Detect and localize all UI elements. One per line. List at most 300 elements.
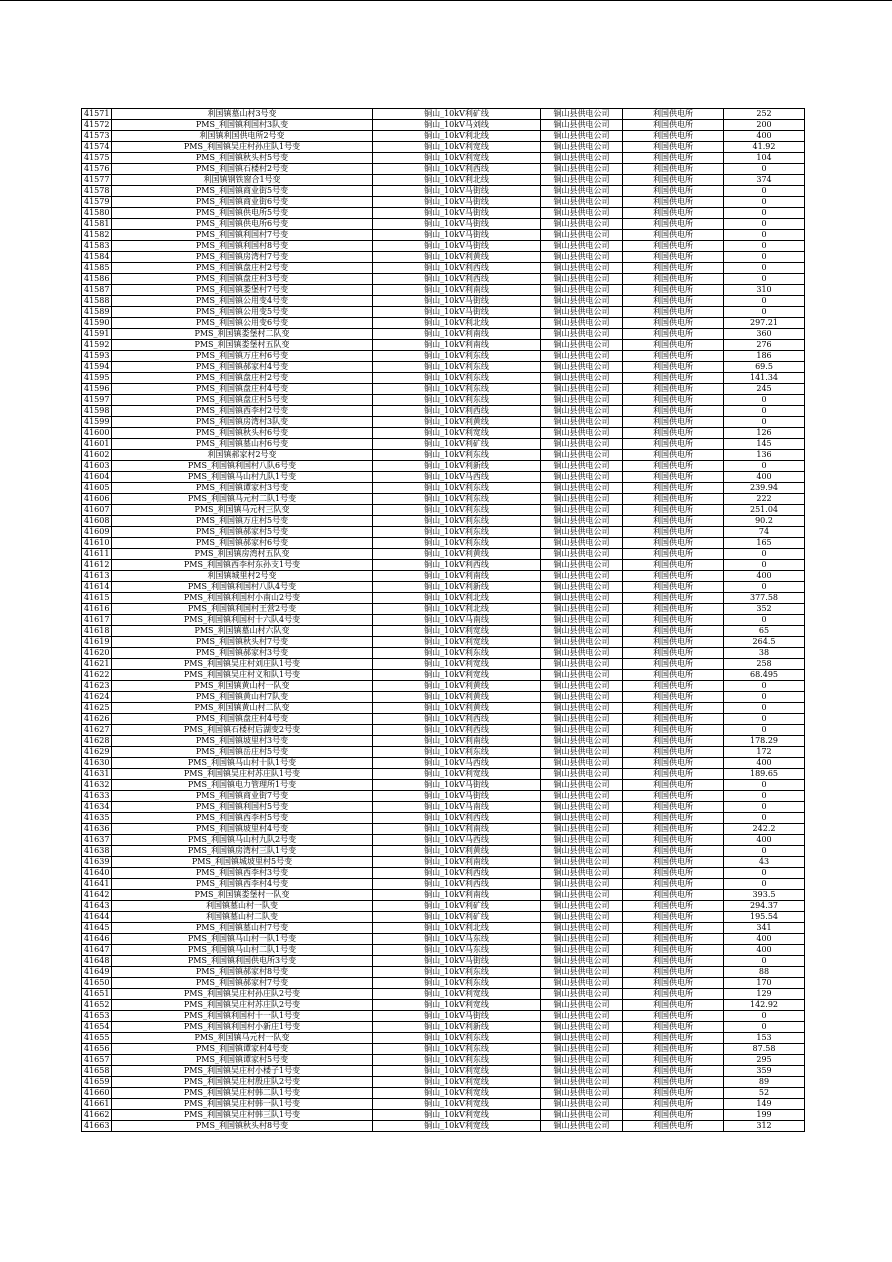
station-cell: 利国供电所 [623,153,724,164]
capacity-cell: 312 [724,1121,805,1132]
station-cell: 利国供电所 [623,1088,724,1099]
station-cell: 利国供电所 [623,1022,724,1033]
feeder-line-cell: 铜山_10kV利矿线 [373,912,541,923]
station-cell: 利国供电所 [623,307,724,318]
transformer-name-cell: PMS_利国镇西李村5号变 [112,813,373,824]
table-row [82,175,805,186]
feeder-line-cell: 铜山_10kV利东线 [373,483,541,494]
row-id-cell: 41611 [82,549,112,560]
company-cell: 铜山县供电公司 [541,780,623,791]
feeder-line-cell: 铜山_10kV马街线 [373,1011,541,1022]
station-cell: 利国供电所 [623,351,724,362]
capacity-cell: 165 [724,538,805,549]
company-cell: 铜山县供电公司 [541,1077,623,1088]
transformer-name-cell: PMS_利国镇公用变5号变 [112,307,373,318]
table-row [82,615,805,626]
transformer-table-container [81,108,805,1132]
capacity-cell: 297.21 [724,318,805,329]
row-id-cell: 41654 [82,1022,112,1033]
station-cell: 利国供电所 [623,362,724,373]
feeder-line-cell: 铜山_10kV利西线 [373,263,541,274]
station-cell: 利国供电所 [623,890,724,901]
table-row [82,890,805,901]
row-id-cell: 41602 [82,450,112,461]
transformer-table [81,108,805,1132]
station-cell: 利国供电所 [623,472,724,483]
table-row [82,736,805,747]
feeder-line-cell: 铜山_10kV利宽线 [373,1000,541,1011]
company-cell: 铜山县供电公司 [541,516,623,527]
table-row [82,802,805,813]
table-row [82,494,805,505]
capacity-cell: 142.92 [724,1000,805,1011]
table-row [82,417,805,428]
transformer-name-cell: PMS_利国镇谭家村5号变 [112,1055,373,1066]
row-id-cell: 41637 [82,835,112,846]
capacity-cell: 145 [724,439,805,450]
company-cell: 铜山县供电公司 [541,1066,623,1077]
transformer-name-cell: PMS_利国镇供电所5号变 [112,208,373,219]
row-id-cell: 41618 [82,626,112,637]
feeder-line-cell: 铜山_10kV利东线 [373,395,541,406]
table-row [82,164,805,175]
row-id-cell: 41663 [82,1121,112,1132]
table-row [82,1110,805,1121]
transformer-name-cell: PMS_利国镇利国村3队变 [112,120,373,131]
row-id-cell: 41647 [82,945,112,956]
table-row [82,340,805,351]
row-id-cell: 41590 [82,318,112,329]
table-row [82,560,805,571]
company-cell: 铜山县供电公司 [541,835,623,846]
station-cell: 利国供电所 [623,109,724,120]
row-id-cell: 41603 [82,461,112,472]
table-row [82,384,805,395]
feeder-line-cell: 铜山_10kV利黄线 [373,692,541,703]
transformer-name-cell: PMS_利国镇房湾村7号变 [112,252,373,263]
table-row [82,813,805,824]
feeder-line-cell: 铜山_10kV马西线 [373,835,541,846]
table-row [82,758,805,769]
company-cell: 铜山县供电公司 [541,307,623,318]
station-cell: 利国供电所 [623,747,724,758]
capacity-cell: 172 [724,747,805,758]
capacity-cell: 189.65 [724,769,805,780]
row-id-cell: 41600 [82,428,112,439]
table-row [82,461,805,472]
feeder-line-cell: 铜山_10kV利北线 [373,593,541,604]
feeder-line-cell: 铜山_10kV利宽线 [373,626,541,637]
station-cell: 利国供电所 [623,1000,724,1011]
feeder-line-cell: 铜山_10kV马东线 [373,934,541,945]
capacity-cell: 74 [724,527,805,538]
station-cell: 利国供电所 [623,1121,724,1132]
feeder-line-cell: 铜山_10kV马街线 [373,219,541,230]
capacity-cell: 136 [724,450,805,461]
transformer-name-cell: PMS_利国镇秋头村6号变 [112,428,373,439]
company-cell: 铜山县供电公司 [541,582,623,593]
capacity-cell: 0 [724,560,805,571]
company-cell: 铜山县供电公司 [541,945,623,956]
feeder-line-cell: 铜山_10kV马西线 [373,472,541,483]
capacity-cell: 276 [724,340,805,351]
station-cell: 利国供电所 [623,670,724,681]
table-row [82,516,805,527]
transformer-name-cell: PMS_利国镇娄堡村五队变 [112,340,373,351]
transformer-name-cell: PMS_利国镇利国村王营2号变 [112,604,373,615]
station-cell: 利国供电所 [623,1055,724,1066]
table-row [82,373,805,384]
capacity-cell: 0 [724,802,805,813]
capacity-cell: 0 [724,956,805,967]
capacity-cell: 0 [724,1022,805,1033]
capacity-cell: 239.94 [724,483,805,494]
row-id-cell: 41606 [82,494,112,505]
company-cell: 铜山县供电公司 [541,1088,623,1099]
capacity-cell: 359 [724,1066,805,1077]
table-row [82,1066,805,1077]
company-cell: 铜山县供电公司 [541,406,623,417]
station-cell: 利国供电所 [623,714,724,725]
table-row [82,208,805,219]
feeder-line-cell: 铜山_10kV利西线 [373,714,541,725]
capacity-cell: 43 [724,857,805,868]
company-cell: 铜山县供电公司 [541,868,623,879]
transformer-name-cell: PMS_利国镇郝家村6号变 [112,538,373,549]
company-cell: 铜山县供电公司 [541,681,623,692]
station-cell: 利国供电所 [623,868,724,879]
feeder-line-cell: 铜山_10kV马街线 [373,956,541,967]
table-row [82,318,805,329]
row-id-cell: 41635 [82,813,112,824]
company-cell: 铜山县供电公司 [541,879,623,890]
row-id-cell: 41621 [82,659,112,670]
row-id-cell: 41622 [82,670,112,681]
station-cell: 利国供电所 [623,527,724,538]
capacity-cell: 400 [724,131,805,142]
row-id-cell: 41648 [82,956,112,967]
table-row [82,648,805,659]
company-cell: 铜山县供电公司 [541,373,623,384]
feeder-line-cell: 铜山_10kV利东线 [373,1044,541,1055]
transformer-name-cell: PMS_利国镇郝家村5号变 [112,527,373,538]
feeder-line-cell: 铜山_10kV利宽线 [373,769,541,780]
station-cell: 利国供电所 [623,736,724,747]
company-cell: 铜山县供电公司 [541,1110,623,1121]
capacity-cell: 153 [724,1033,805,1044]
company-cell: 铜山县供电公司 [541,395,623,406]
feeder-line-cell: 铜山_10kV利西线 [373,164,541,175]
company-cell: 铜山县供电公司 [541,846,623,857]
capacity-cell: 0 [724,879,805,890]
station-cell: 利国供电所 [623,879,724,890]
feeder-line-cell: 铜山_10kV利西线 [373,406,541,417]
capacity-cell: 52 [724,1088,805,1099]
transformer-name-cell: 利国镇墓山村二队变 [112,912,373,923]
transformer-name-cell: PMS_利国镇西李村4号变 [112,879,373,890]
row-id-cell: 41636 [82,824,112,835]
table-row [82,549,805,560]
company-cell: 铜山县供电公司 [541,989,623,1000]
company-cell: 铜山县供电公司 [541,956,623,967]
transformer-name-cell: PMS_利国镇马山村九队1号变 [112,472,373,483]
table-row [82,483,805,494]
feeder-line-cell: 铜山_10kV利南线 [373,340,541,351]
row-id-cell: 41575 [82,153,112,164]
table-row [82,1088,805,1099]
row-id-cell: 41595 [82,373,112,384]
transformer-name-cell: PMS_利国镇谭家村3号变 [112,483,373,494]
station-cell: 利国供电所 [623,263,724,274]
company-cell: 铜山县供电公司 [541,659,623,670]
capacity-cell: 400 [724,571,805,582]
station-cell: 利国供电所 [623,681,724,692]
feeder-line-cell: 铜山_10kV利新线 [373,582,541,593]
company-cell: 铜山县供电公司 [541,648,623,659]
transformer-name-cell: 利国镇城里村2号变 [112,571,373,582]
station-cell: 利国供电所 [623,230,724,241]
capacity-cell: 400 [724,472,805,483]
transformer-name-cell: PMS_利国镇盘庄村3号变 [112,274,373,285]
table-row [82,703,805,714]
feeder-line-cell: 铜山_10kV利黄线 [373,417,541,428]
capacity-cell: 0 [724,461,805,472]
table-row [82,329,805,340]
feeder-line-cell: 铜山_10kV利北线 [373,175,541,186]
company-cell: 铜山县供电公司 [541,1000,623,1011]
company-cell: 铜山县供电公司 [541,494,623,505]
capacity-cell: 0 [724,197,805,208]
feeder-line-cell: 铜山_10kV利宽线 [373,142,541,153]
feeder-line-cell: 铜山_10kV马南线 [373,615,541,626]
capacity-cell: 0 [724,241,805,252]
company-cell: 铜山县供电公司 [541,285,623,296]
station-cell: 利国供电所 [623,329,724,340]
row-id-cell: 41620 [82,648,112,659]
feeder-line-cell: 铜山_10kV利东线 [373,351,541,362]
company-cell: 铜山县供电公司 [541,142,623,153]
row-id-cell: 41589 [82,307,112,318]
capacity-cell: 341 [724,923,805,934]
company-cell: 铜山县供电公司 [541,890,623,901]
row-id-cell: 41661 [82,1099,112,1110]
station-cell: 利国供电所 [623,417,724,428]
row-id-cell: 41628 [82,736,112,747]
feeder-line-cell: 铜山_10kV利东线 [373,373,541,384]
feeder-line-cell: 铜山_10kV利北线 [373,923,541,934]
row-id-cell: 41634 [82,802,112,813]
capacity-cell: 0 [724,208,805,219]
capacity-cell: 400 [724,945,805,956]
table-row [82,1077,805,1088]
table-row [82,1033,805,1044]
table-row [82,637,805,648]
station-cell: 利国供电所 [623,648,724,659]
row-id-cell: 41631 [82,769,112,780]
capacity-cell: 251.04 [724,505,805,516]
company-cell: 铜山县供电公司 [541,725,623,736]
company-cell: 铜山县供电公司 [541,340,623,351]
feeder-line-cell: 铜山_10kV利南线 [373,329,541,340]
company-cell: 铜山县供电公司 [541,318,623,329]
feeder-line-cell: 铜山_10kV利宽线 [373,659,541,670]
table-row [82,978,805,989]
station-cell: 利国供电所 [623,197,724,208]
row-id-cell: 41585 [82,263,112,274]
station-cell: 利国供电所 [623,703,724,714]
capacity-cell: 195.54 [724,912,805,923]
company-cell: 铜山县供电公司 [541,417,623,428]
capacity-cell: 0 [724,846,805,857]
capacity-cell: 0 [724,230,805,241]
row-id-cell: 41653 [82,1011,112,1022]
row-id-cell: 41657 [82,1055,112,1066]
capacity-cell: 200 [724,120,805,131]
station-cell: 利国供电所 [623,846,724,857]
row-id-cell: 41609 [82,527,112,538]
feeder-line-cell: 铜山_10kV马街线 [373,307,541,318]
row-id-cell: 41662 [82,1110,112,1121]
row-id-cell: 41594 [82,362,112,373]
station-cell: 利国供电所 [623,450,724,461]
transformer-name-cell: PMS_利国镇岳庄村5号变 [112,747,373,758]
capacity-cell: 126 [724,428,805,439]
row-id-cell: 41591 [82,329,112,340]
transformer-name-cell: PMS_利国镇利国供电所3号变 [112,956,373,967]
capacity-cell: 0 [724,703,805,714]
table-row [82,472,805,483]
company-cell: 铜山县供电公司 [541,1033,623,1044]
feeder-line-cell: 铜山_10kV利东线 [373,1055,541,1066]
row-id-cell: 41598 [82,406,112,417]
table-row [82,527,805,538]
row-id-cell: 41625 [82,703,112,714]
company-cell: 铜山县供电公司 [541,1011,623,1022]
station-cell: 利国供电所 [623,516,724,527]
station-cell: 利国供电所 [623,604,724,615]
transformer-name-cell: 利国镇利国供电所2号变 [112,131,373,142]
capacity-cell: 0 [724,252,805,263]
row-id-cell: 41571 [82,109,112,120]
feeder-line-cell: 铜山_10kV利南线 [373,890,541,901]
feeder-line-cell: 铜山_10kV马街线 [373,197,541,208]
transformer-name-cell: PMS_利国镇马元村二队1号变 [112,494,373,505]
row-id-cell: 41578 [82,186,112,197]
transformer-name-cell: PMS_利国镇盘庄村2号变 [112,263,373,274]
company-cell: 铜山县供电公司 [541,219,623,230]
transformer-name-cell: PMS_利国镇娄堡村一队变 [112,890,373,901]
capacity-cell: 0 [724,1011,805,1022]
row-id-cell: 41642 [82,890,112,901]
feeder-line-cell: 铜山_10kV马街线 [373,791,541,802]
row-id-cell: 41641 [82,879,112,890]
station-cell: 利国供电所 [623,285,724,296]
company-cell: 铜山县供电公司 [541,241,623,252]
table-row [82,659,805,670]
station-cell: 利国供电所 [623,791,724,802]
row-id-cell: 41632 [82,780,112,791]
feeder-line-cell: 铜山_10kV利宽线 [373,1077,541,1088]
transformer-name-cell: PMS_利国镇利国村十六队4号变 [112,615,373,626]
row-id-cell: 41649 [82,967,112,978]
capacity-cell: 68.495 [724,670,805,681]
company-cell: 铜山县供电公司 [541,164,623,175]
row-id-cell: 41617 [82,615,112,626]
station-cell: 利国供电所 [623,824,724,835]
row-id-cell: 41581 [82,219,112,230]
station-cell: 利国供电所 [623,549,724,560]
company-cell: 铜山县供电公司 [541,813,623,824]
table-row [82,857,805,868]
capacity-cell: 360 [724,329,805,340]
capacity-cell: 0 [724,725,805,736]
feeder-line-cell: 铜山_10kV利西线 [373,725,541,736]
transformer-name-cell: PMS_利国镇房湾村3队变 [112,417,373,428]
station-cell: 利国供电所 [623,571,724,582]
capacity-cell: 310 [724,285,805,296]
capacity-cell: 87.58 [724,1044,805,1055]
company-cell: 铜山县供电公司 [541,439,623,450]
station-cell: 利国供电所 [623,978,724,989]
row-id-cell: 41612 [82,560,112,571]
row-id-cell: 41645 [82,923,112,934]
feeder-line-cell: 铜山_10kV马街线 [373,241,541,252]
company-cell: 铜山县供电公司 [541,901,623,912]
company-cell: 铜山县供电公司 [541,934,623,945]
capacity-cell: 0 [724,791,805,802]
station-cell: 利国供电所 [623,912,724,923]
station-cell: 利国供电所 [623,1044,724,1055]
table-row [82,263,805,274]
transformer-name-cell: PMS_利国镇利国村八队4号变 [112,582,373,593]
company-cell: 铜山县供电公司 [541,703,623,714]
feeder-line-cell: 铜山_10kV利黄线 [373,681,541,692]
transformer-name-cell: PMS_利国镇盘庄村2号变 [112,373,373,384]
capacity-cell: 65 [724,626,805,637]
row-id-cell: 41586 [82,274,112,285]
row-id-cell: 41597 [82,395,112,406]
company-cell: 铜山县供电公司 [541,230,623,241]
transformer-table-body [82,109,805,1132]
row-id-cell: 41576 [82,164,112,175]
transformer-name-cell: PMS_利国镇郝家村7号变 [112,978,373,989]
row-id-cell: 41605 [82,483,112,494]
station-cell: 利国供电所 [623,945,724,956]
feeder-line-cell: 铜山_10kV利矿线 [373,109,541,120]
station-cell: 利国供电所 [623,428,724,439]
company-cell: 铜山县供电公司 [541,824,623,835]
table-row [82,945,805,956]
transformer-name-cell: PMS_利国镇商业街7号变 [112,791,373,802]
row-id-cell: 41584 [82,252,112,263]
company-cell: 铜山县供电公司 [541,604,623,615]
transformer-name-cell: PMS_利国镇秋头村8号变 [112,1121,373,1132]
station-cell: 利国供电所 [623,692,724,703]
capacity-cell: 89 [724,1077,805,1088]
table-row [82,670,805,681]
company-cell: 铜山县供电公司 [541,692,623,703]
transformer-name-cell: PMS_利国镇商业街6号变 [112,197,373,208]
transformer-name-cell: PMS_利国镇西李村3号变 [112,868,373,879]
company-cell: 铜山县供电公司 [541,978,623,989]
transformer-name-cell: PMS_利国镇娄堡村7号变 [112,285,373,296]
feeder-line-cell: 铜山_10kV利南线 [373,824,541,835]
table-row [82,714,805,725]
table-row [82,747,805,758]
feeder-line-cell: 铜山_10kV利东线 [373,648,541,659]
feeder-line-cell: 铜山_10kV马街线 [373,296,541,307]
feeder-line-cell: 铜山_10kV利东线 [373,384,541,395]
